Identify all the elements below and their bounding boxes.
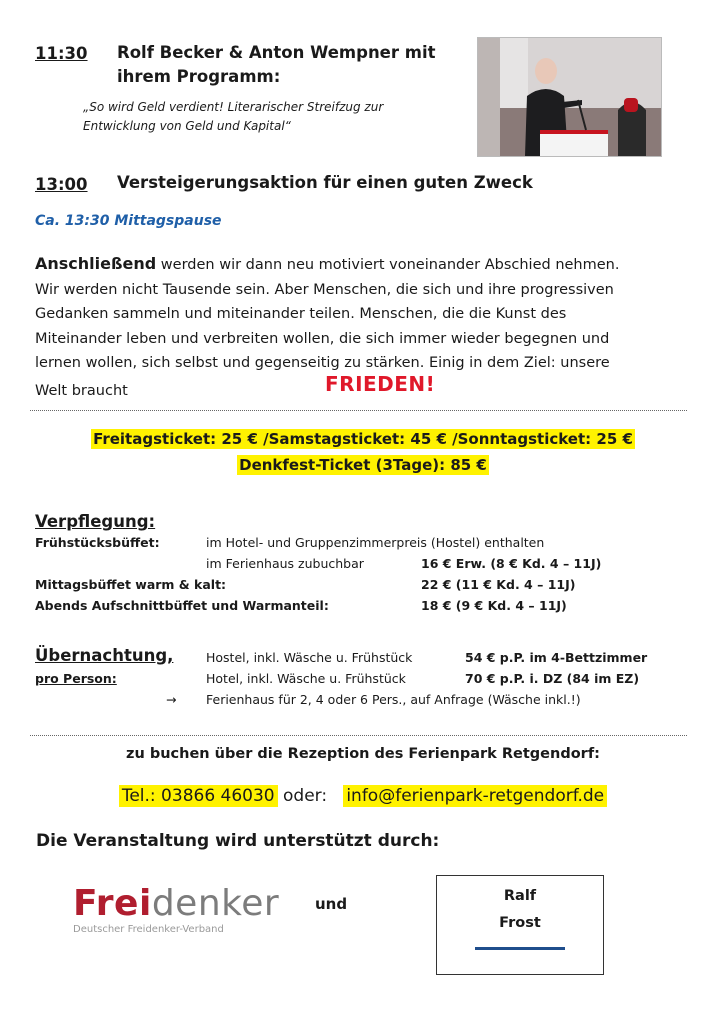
sponsor-and: und xyxy=(315,895,348,913)
ticket-prices xyxy=(0,426,726,478)
meal-label-4: Abends Aufschnittbüffet und Warmanteil: xyxy=(35,598,329,613)
frieden-emphasis: FRIEDEN! xyxy=(325,372,436,396)
lodging-price-1: 54 € p.P. im 4-Bettzimmer xyxy=(465,650,648,665)
meal-desc-1: im Hotel- und Gruppenzimmerpreis (Hostel) enthalten xyxy=(206,535,545,550)
meal-price-3: 22 € (11 € Kd. 4 – 11J) xyxy=(421,577,576,592)
program-title-2: Versteigerungsaktion für einen guten Zweck xyxy=(117,173,533,192)
support-title: Die Veranstaltung wird unterstützt durch: xyxy=(36,831,440,851)
booking-line: zu buchen über die Rezeption des Ferienpark Retgendorf: xyxy=(126,746,600,762)
freidenker-logo xyxy=(73,884,279,935)
lodging-desc-2: Hotel, inkl. Wäsche u. Frühstück xyxy=(206,671,406,686)
lodging-subtitle: pro Person: xyxy=(35,671,117,686)
closing-line-1 xyxy=(35,252,675,278)
contact-or: oder: xyxy=(283,786,328,806)
closing-lead: Anschließend xyxy=(35,254,157,273)
arrow-right-icon: → xyxy=(166,692,177,707)
program-quote-line1: „So wird Geld verdient! Literarischer Streifzug zur xyxy=(83,100,384,114)
program-title-1-line1: Rolf Becker & Anton Wempner mit xyxy=(117,43,436,62)
closing-line-5: lernen wollen, sich selbst und gegenseitig zu stärken. Einig in dem Ziel: unsere xyxy=(35,355,610,371)
ticket-line-1: Freitagsticket: 25 € /Samstagsticket: 45 € /Sonntagsticket: 25 € xyxy=(93,430,633,448)
meal-price-4: 18 € (9 € Kd. 4 – 11J) xyxy=(421,598,567,613)
ticket-line-2: Denkfest-Ticket (3Tage): 85 € xyxy=(239,456,487,474)
program-time-2: 13:00 xyxy=(35,175,88,194)
meal-label-1: Frühstücksbüffet: xyxy=(35,535,160,550)
box-underline xyxy=(475,947,565,950)
lodging-note: Ferienhaus für 2, 4 oder 6 Pers., auf Anfrage (Wäsche inkl.!) xyxy=(206,692,581,707)
closing-line-6: Welt braucht xyxy=(35,382,128,399)
program-time-1: 11:30 xyxy=(35,44,88,63)
closing-line-3: Gedanken sammeln und miteinander teilen. Menschen, die die Kunst des xyxy=(35,306,567,322)
closing-line-4: Miteinander leben und verbreiten wollen, die sich immer wieder begegnen und xyxy=(35,330,610,347)
contact-line xyxy=(0,786,726,806)
logo-text-frei: Frei xyxy=(73,883,152,924)
box-name-line1: Ralf xyxy=(503,888,537,904)
lunch-break: Ca. 13:30 Mittagspause xyxy=(35,213,222,229)
program-quote xyxy=(83,98,383,136)
meals-title: Verpflegung: xyxy=(35,512,156,531)
speaker-photo xyxy=(477,37,662,157)
meal-desc-2: im Ferienhaus zubuchbar xyxy=(206,556,364,571)
divider-2 xyxy=(30,735,687,736)
ralf-frost-box xyxy=(436,875,604,975)
logo-subtitle: Deutscher Freidenker-Verband xyxy=(73,924,224,935)
meal-price-2: 16 € Erw. (8 € Kd. 4 – 11J) xyxy=(421,556,602,571)
lodging-desc-1: Hostel, inkl. Wäsche u. Frühstück xyxy=(206,650,413,665)
phone-number[interactable]: Tel.: 03866 46030 xyxy=(119,785,278,807)
logo-text-denker: denker xyxy=(151,883,280,924)
box-name-line2: Frost xyxy=(499,915,541,931)
lodging-price-2: 70 € p.P. i. DZ (84 im EZ) xyxy=(465,671,640,686)
closing-line-1-text: werden wir dann neu motiviert voneinander Abschied nehmen. xyxy=(156,257,620,273)
program-quote-line2: Entwicklung von Geld und Kapital“ xyxy=(83,119,291,133)
meal-label-3: Mittagsbüffet warm & kalt: xyxy=(35,577,227,592)
lodging-title: Übernachtung, xyxy=(35,646,174,665)
program-title-1 xyxy=(117,41,436,89)
divider-1 xyxy=(30,410,687,411)
closing-line-2: Wir werden nicht Tausende sein. Aber Menschen, die sich und ihre progressiven xyxy=(35,281,614,298)
email-link[interactable]: info@ferienpark-retgendorf.de xyxy=(343,785,607,807)
program-title-1-line2: ihrem Programm: xyxy=(117,67,281,86)
